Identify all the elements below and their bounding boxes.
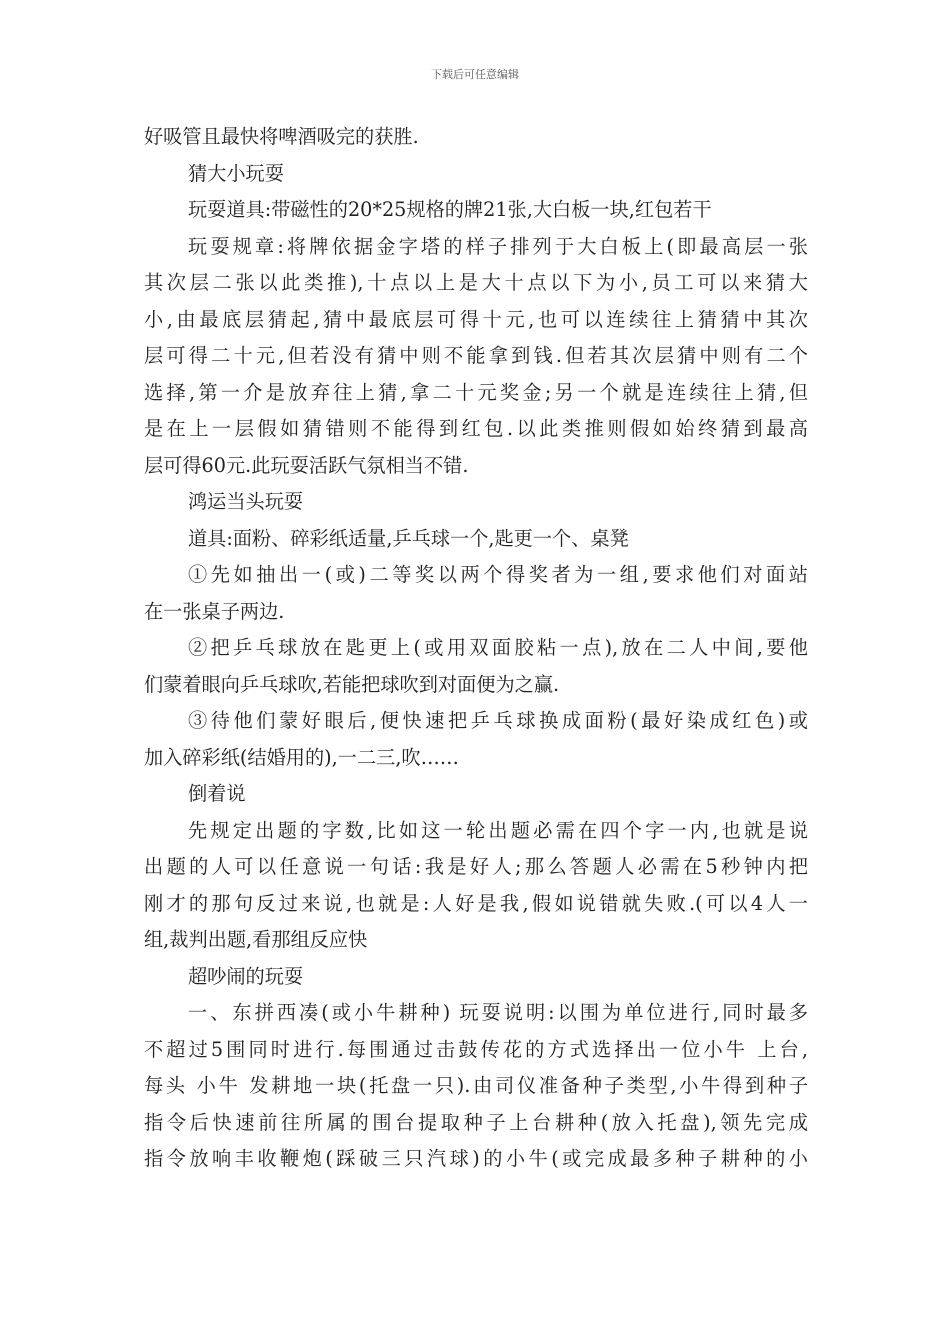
text-line: 层可得60元.此玩耍活跃气氛相当不错. (144, 453, 469, 477)
text-line: 小,由最底层猜起,猜中最底层可得十元,也可以连续往上猜猜中其次 (144, 307, 808, 331)
page-header: 下载后可任意编辑 (431, 68, 519, 81)
text-line: 是在上一层假如猜错则不能得到红包.以此类推则假如始终猜到最高 (144, 417, 808, 440)
text-line: 好吸管且最快将啤酒吸完的获胜. (144, 125, 419, 148)
text-line: 刚才的那句反过来说,也就是:人好是我,假如说错就失败.(可以4人一 (144, 891, 808, 915)
text-line: 鸿运当头玩耍 (188, 490, 304, 513)
text-line: 其次层二张以此类推),十点以上是大十点以下为小,员工可以来猜大 (144, 271, 808, 294)
text-line: 们蒙着眼向乒乓球吹,若能把球吹到对面便为之赢. (144, 672, 560, 696)
text-line: 不超过5围同时进行.每围通过击鼓传花的方式选择出一位小牛 上台, (144, 1037, 808, 1061)
text-line: 出题的人可以任意说一句话:我是好人;那么答题人必需在5秒钟内把 (144, 855, 808, 878)
text-line: 层可得二十元,但若没有猜中则不能拿到钱.但若其次层猜中则有二个 (144, 344, 808, 367)
text-line: 加入碎彩纸(结婚用的),一二三,吹…… (144, 745, 459, 769)
text-line: 每头 小牛 发耕地一块(托盘一只).由司仪准备种子类型,小牛得到种子 (144, 1074, 808, 1097)
text-line: 超吵闹的玩耍 (188, 964, 304, 988)
text-line: 玩耍规章:将牌依据金字塔的样子排列于大白板上(即最高层一张 (188, 234, 808, 258)
document-body (144, 119, 808, 1178)
text-line: 指令后快速前往所属的围台提取种子上台耕种(放入托盘),领先完成 (144, 1110, 808, 1134)
text-line: ①先如抽出一(或)二等奖以两个得奖者为一组,要求他们对面站 (188, 563, 808, 586)
text-line: 猜大小玩耍 (188, 161, 284, 185)
text-line: 倒着说 (188, 782, 246, 805)
text-line: 组,裁判出题,看那组反应快 (144, 928, 368, 951)
text-line: 先规定出题的字数,比如这一轮出题必需在四个字一内,也就是说 (188, 818, 808, 842)
text-line: 道具:面粉、碎彩纸适量,乒乓球一个,匙更一个、桌凳 (188, 526, 629, 550)
text-line: 在一张桌子两边. (144, 599, 285, 623)
text-line: 玩耍道具:带磁性的20*25规格的牌21张,大白板一块,红包若干 (188, 198, 712, 221)
text-line: 一、东拼西凑(或小牛耕种) 玩耍说明:以围为单位进行,同时最多 (188, 1001, 808, 1024)
text-line: 选择,第一介是放弃往上猜,拿二十元奖金;另一个就是连续往上猜,但 (144, 380, 808, 404)
text-line: ②把乒乓球放在匙更上(或用双面胶粘一点),放在二人中间,要他 (188, 636, 808, 659)
text-line: 指令放响丰收鞭炮(踩破三只汽球)的小牛(或完成最多种子耕种的小 (144, 1147, 808, 1170)
text-line: ③待他们蒙好眼后,便快速把乒乓球换成面粉(最好染成红色)或 (188, 709, 808, 732)
